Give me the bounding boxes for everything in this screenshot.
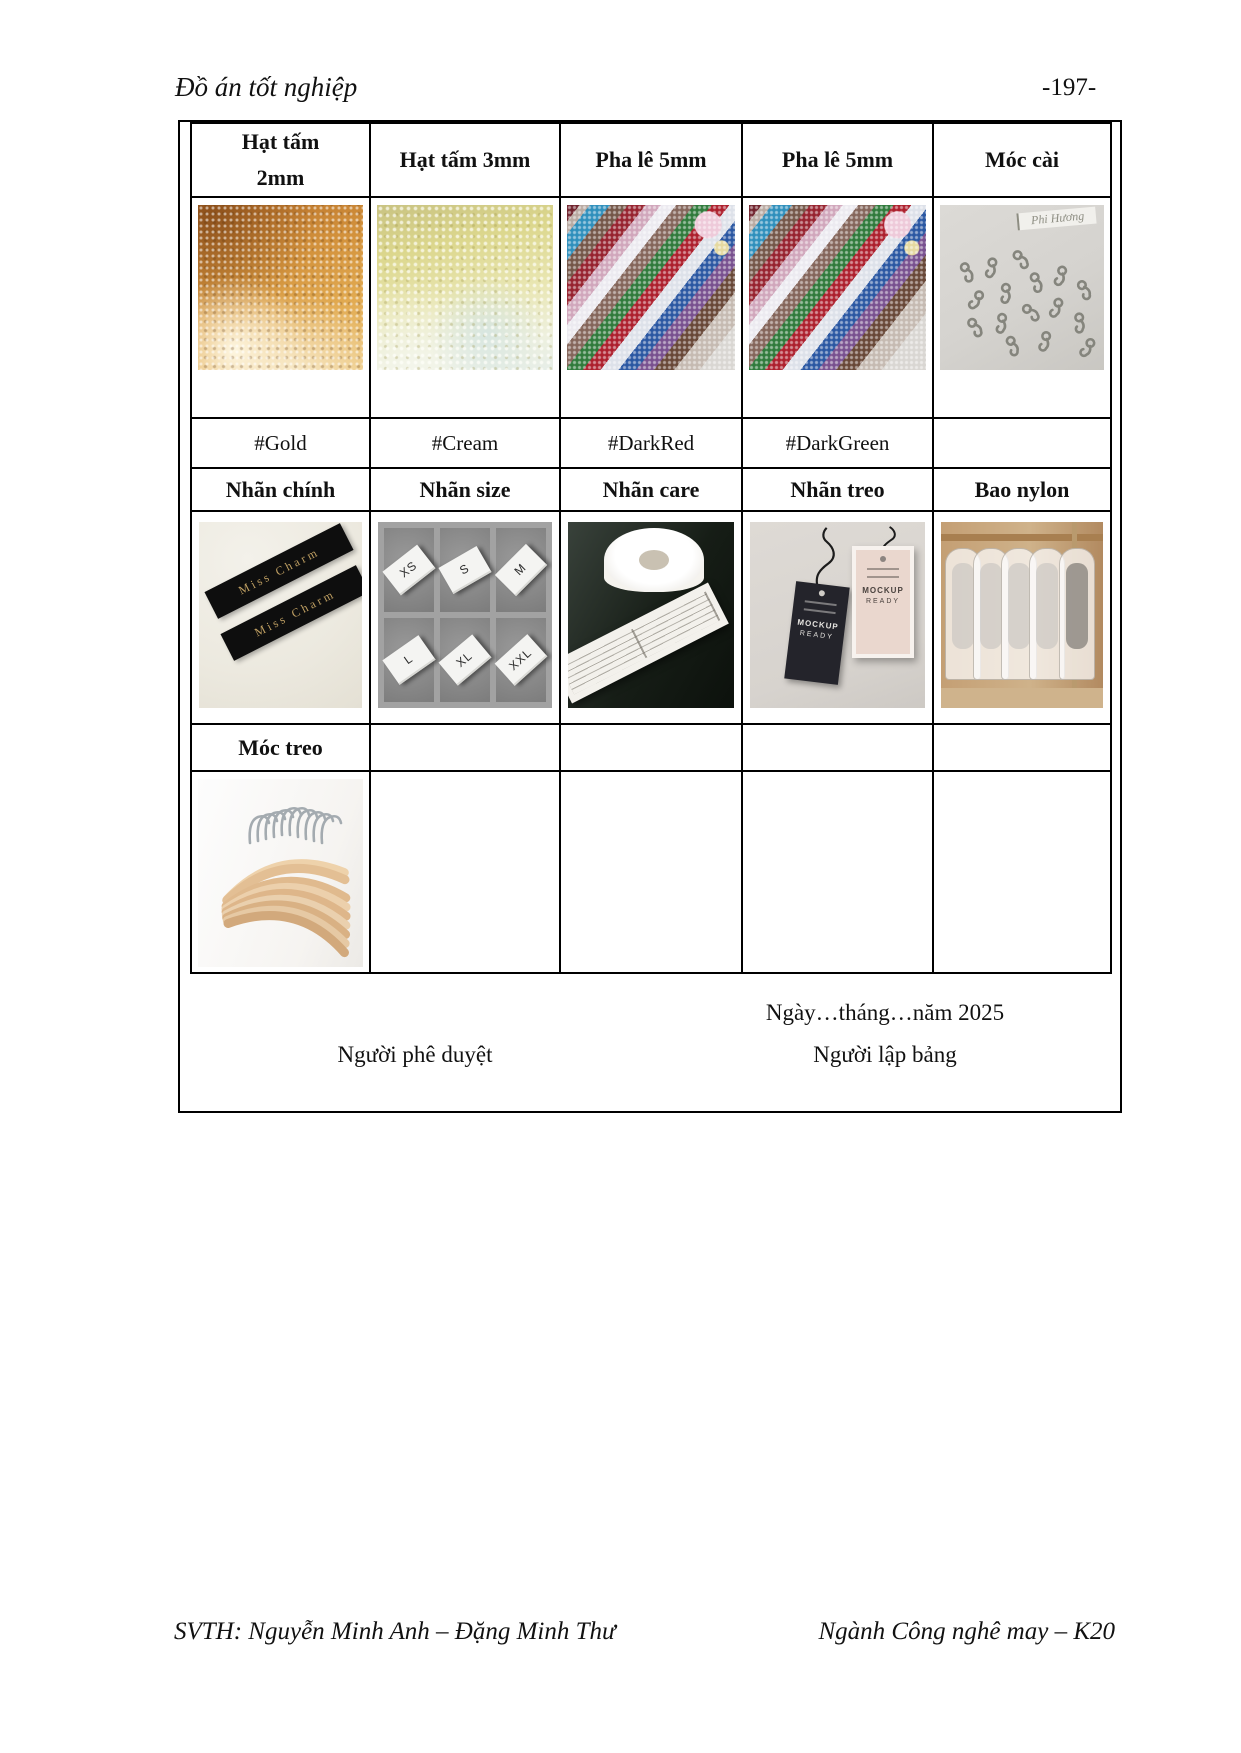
col-header-hat-tam-2mm bbox=[192, 124, 371, 198]
photo-cell-nhan-size bbox=[371, 512, 561, 725]
size-tag-square bbox=[384, 618, 434, 702]
color-label-darkgreen: #DarkGreen bbox=[743, 419, 934, 469]
col-header-nhan-size: Nhãn size bbox=[371, 469, 561, 512]
tag-word: MOCKUP bbox=[862, 586, 904, 595]
photo-cell-moc-treo bbox=[192, 772, 371, 972]
label-strip bbox=[568, 583, 729, 704]
col-header-nhan-treo: Nhãn treo bbox=[743, 469, 934, 512]
photo-cell-nhan-chinh bbox=[192, 512, 371, 725]
woven-label: Miss Charm bbox=[220, 565, 362, 661]
photo-cell-pha-le-b bbox=[743, 198, 934, 419]
row-header-moc-treo: Móc treo bbox=[192, 725, 371, 772]
photo-cell-nhan-care bbox=[561, 512, 743, 725]
col-header-moc-cai: Móc cài bbox=[934, 124, 1110, 198]
photo-cell-hat-tam-2mm bbox=[192, 198, 371, 419]
hanger-stack-icon bbox=[198, 779, 363, 967]
tag-word: MOCKUP bbox=[796, 617, 840, 632]
crystal-bead-strands-photo bbox=[567, 205, 735, 370]
approver-label: Người phê duyệt bbox=[337, 1042, 493, 1067]
woven-label: Miss Charm bbox=[204, 523, 353, 619]
size-tag: XL bbox=[439, 634, 492, 685]
size-tag-square bbox=[496, 618, 546, 702]
size-tag: XXL bbox=[495, 634, 548, 686]
empty-cell bbox=[561, 772, 743, 972]
care-label-roll-photo bbox=[568, 522, 734, 708]
empty-cell bbox=[934, 772, 1110, 972]
col-header-hat-tam-3mm: Hạt tấm 3mm bbox=[371, 124, 561, 198]
col-header-bao-nylon: Bao nylon bbox=[934, 469, 1110, 512]
size-tag: M bbox=[495, 544, 547, 596]
size-tag: XS bbox=[382, 545, 435, 596]
photo-cell-hat-tam-3mm bbox=[371, 198, 561, 419]
col-header-pha-le-5mm-b: Pha lê 5mm bbox=[743, 124, 934, 198]
size-tag-square bbox=[496, 528, 546, 612]
color-label-cream: #Cream bbox=[371, 419, 561, 469]
garment-bag bbox=[1059, 548, 1095, 680]
gold-seed-beads-photo bbox=[198, 205, 363, 370]
empty-cell bbox=[371, 725, 561, 772]
footer-student-names: SVTH: Nguyễn Minh Anh – Đặng Minh Thư bbox=[174, 1618, 616, 1645]
footer-program: Ngành Công nghê may – K20 bbox=[818, 1618, 1115, 1645]
main-woven-labels-photo bbox=[199, 522, 362, 708]
color-label-gold: #Gold bbox=[192, 419, 371, 469]
empty-cell bbox=[561, 725, 743, 772]
pink-hang-tag bbox=[852, 546, 914, 658]
metal-hooks-photo bbox=[940, 205, 1104, 370]
size-tag: S bbox=[438, 546, 491, 594]
empty-cell bbox=[743, 772, 934, 972]
col-header-pha-le-5mm-a: Pha lê 5mm bbox=[561, 124, 743, 198]
page-number: -197- bbox=[1042, 74, 1097, 101]
label-roll bbox=[604, 528, 704, 592]
photo-cell-bao-nylon bbox=[934, 512, 1110, 725]
photo-cell-moc-cai bbox=[934, 198, 1110, 419]
document-title: Đồ án tốt nghiệp bbox=[175, 72, 358, 102]
size-tags-photo bbox=[378, 522, 552, 708]
preparer-label: Người lập bảng bbox=[813, 1042, 957, 1067]
col-header-nhan-care: Nhãn care bbox=[561, 469, 743, 512]
empty-cell bbox=[934, 725, 1110, 772]
signature-block bbox=[180, 974, 1120, 1068]
closet-rod bbox=[941, 534, 1103, 541]
empty-cell bbox=[371, 772, 561, 972]
page-footer bbox=[174, 1618, 1115, 1646]
color-label-darkred: #DarkRed bbox=[561, 419, 743, 469]
garment-bags-photo bbox=[941, 522, 1103, 708]
size-tag-square bbox=[440, 528, 490, 612]
tag-word: READY bbox=[865, 598, 901, 605]
header-line: Hạt tấm bbox=[241, 129, 320, 155]
tag-word: READY bbox=[799, 629, 835, 642]
date-line: Ngày…tháng…năm 2025 bbox=[765, 1000, 1005, 1025]
size-tag-square bbox=[384, 528, 434, 612]
cream-seed-beads-photo bbox=[377, 205, 553, 370]
tag-hole bbox=[880, 556, 886, 562]
empty-cell bbox=[743, 725, 934, 772]
hooks-brand-label: Phi Hương bbox=[1016, 207, 1096, 231]
size-tag: L bbox=[382, 635, 435, 685]
header-line: 2mm bbox=[256, 165, 305, 190]
content-frame bbox=[178, 120, 1122, 1113]
hang-tags-photo bbox=[750, 522, 925, 708]
tag-hole bbox=[819, 590, 826, 597]
col-header-nhan-chinh: Nhãn chính bbox=[192, 469, 371, 512]
photo-cell-nhan-treo bbox=[743, 512, 934, 725]
size-tag-square bbox=[440, 618, 490, 702]
wooden-hangers-photo bbox=[198, 779, 363, 967]
photo-cell-pha-le-a bbox=[561, 198, 743, 419]
color-label-empty bbox=[934, 419, 1110, 469]
crystal-bead-strands-photo bbox=[749, 205, 926, 370]
shelf-floor bbox=[941, 688, 1103, 708]
materials-table bbox=[190, 122, 1112, 974]
